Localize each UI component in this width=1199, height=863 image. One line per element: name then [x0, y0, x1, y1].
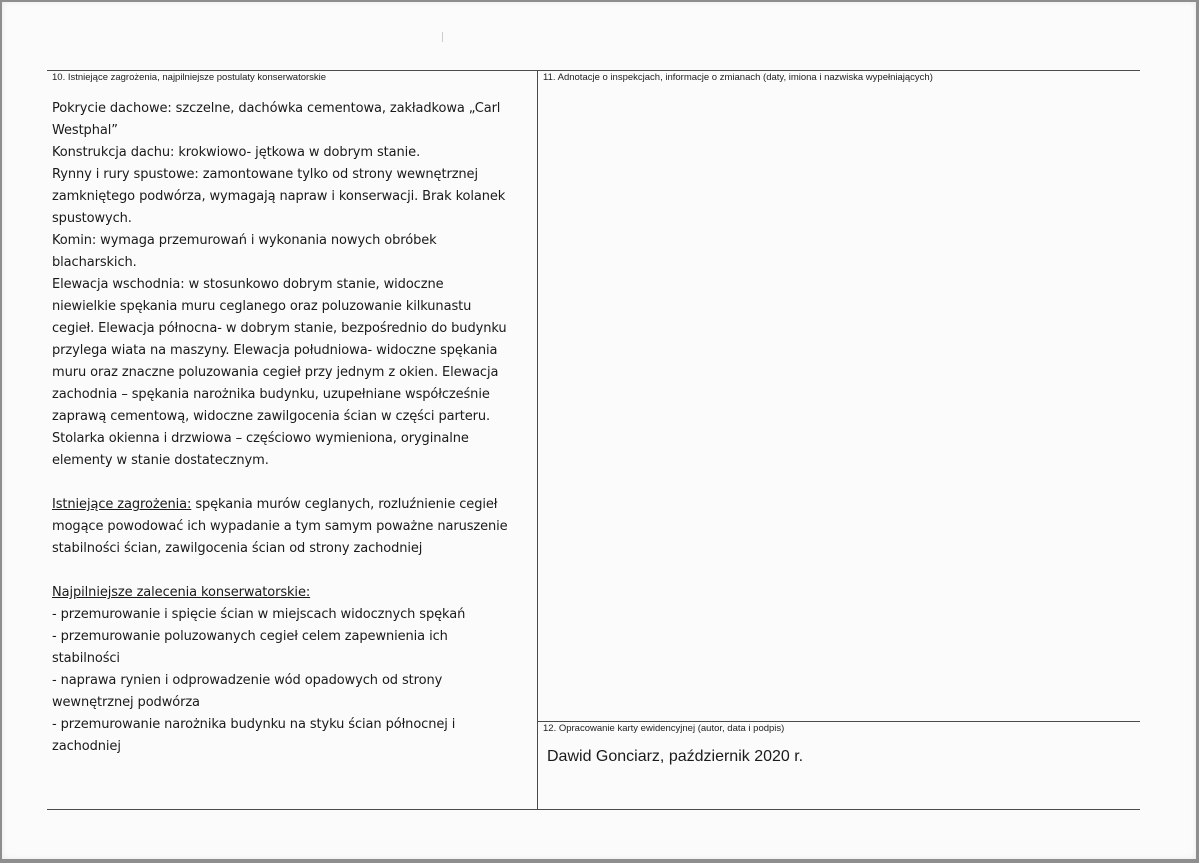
text-line: spustowych.: [52, 211, 132, 226]
section12-label: 12. Opracowanie karty ewidencyjnej (autor, data i podpis): [543, 723, 785, 734]
text-line: Elewacja wschodnia: w stosunkowo dobrym stanie, widoczne: [52, 277, 444, 292]
text-line: [52, 494, 537, 516]
author-signature: Dawid Gonciarz, październik 2020 r.: [547, 748, 804, 765]
text-line: mogące powodować ich wypadanie a tym samym poważne naruszenie: [52, 519, 508, 534]
text-line: - przemurowanie i spięcie ścian w miejscach widocznych spękań: [52, 607, 466, 622]
text-line: stabilności: [52, 651, 120, 666]
text-line: zaprawą cementową, widoczne zawilgocenia ścian w części parteru.: [52, 409, 491, 424]
condition-paragraph: [52, 98, 537, 472]
text-line: zachodnia – spękania narożnika budynku, uzupełniane współcześnie: [52, 387, 490, 402]
top-rule: [47, 70, 1140, 71]
recommendations-block: [52, 582, 537, 758]
text-line: przylega wiata na maszyny. Elewacja południowa- widoczne spękania: [52, 343, 498, 358]
bottom-rule: [47, 809, 1140, 810]
text-line: stabilności ścian, zawilgocenia ścian od strony zachodniej: [52, 541, 423, 556]
column-divider: [537, 70, 538, 810]
text-line: blacharskich.: [52, 255, 137, 270]
text-line: zamkniętego podwórza, wymagają napraw i konserwacji. Brak kolanek: [52, 189, 506, 204]
threats-block: [52, 494, 537, 560]
text-line: cegieł. Elewacja północna- w dobrym stanie, bezpośrednio do budynku: [52, 321, 507, 336]
text-line: Rynny i rury spustowe: zamontowane tylko od strony wewnętrznej: [52, 167, 478, 182]
threats-heading: Istniejące zagrożenia:: [52, 497, 192, 512]
text-line: wewnętrznej podwórza: [52, 695, 200, 710]
recommendations-heading: Najpilniejsze zalecenia konserwatorskie:: [52, 585, 311, 600]
text-line: Komin: wymaga przemurowań i wykonania nowych obróbek: [52, 233, 437, 248]
text-line: - przemurowanie narożnika budynku na styku ścian północnej i: [52, 717, 456, 732]
text-line: Westphal”: [52, 123, 118, 138]
text-line: Pokrycie dachowe: szczelne, dachówka cementowa, zakładkowa „Carl: [52, 101, 501, 116]
scan-mark: [442, 32, 443, 42]
text-line: elementy w stanie dostatecznym.: [52, 453, 269, 468]
text-line: Stolarka okienna i drzwiowa – częściowo wymieniona, oryginalne: [52, 431, 469, 446]
section11-label: 11. Adnotacje o inspekcjach, informacje o zmianach (daty, imiona i nazwiska wypełniających): [543, 72, 933, 83]
document-page: [2, 2, 1196, 859]
section12-rule: [537, 721, 1140, 722]
text-line: niewielkie spękania muru ceglanego oraz poluzowanie kilkunastu: [52, 299, 472, 314]
text-line: - naprawa rynien i odprowadzenie wód opadowych od strony: [52, 673, 443, 688]
section10-body: [52, 98, 537, 758]
text-line: muru oraz znaczne poluzowania cegieł przy jednym z okien. Elewacja: [52, 365, 499, 380]
section10-label: 10. Istniejące zagrożenia, najpilniejsze postulaty konserwatorskie: [52, 72, 327, 83]
text-line: - przemurowanie poluzowanych cegieł celem zapewnienia ich: [52, 629, 448, 644]
text-line: zachodniej: [52, 739, 121, 754]
threats-line-inline: spękania murów ceglanych, rozluźnienie cegieł: [191, 497, 498, 512]
text-line: Konstrukcja dachu: krokwiowo- jętkowa w dobrym stanie.: [52, 145, 421, 160]
